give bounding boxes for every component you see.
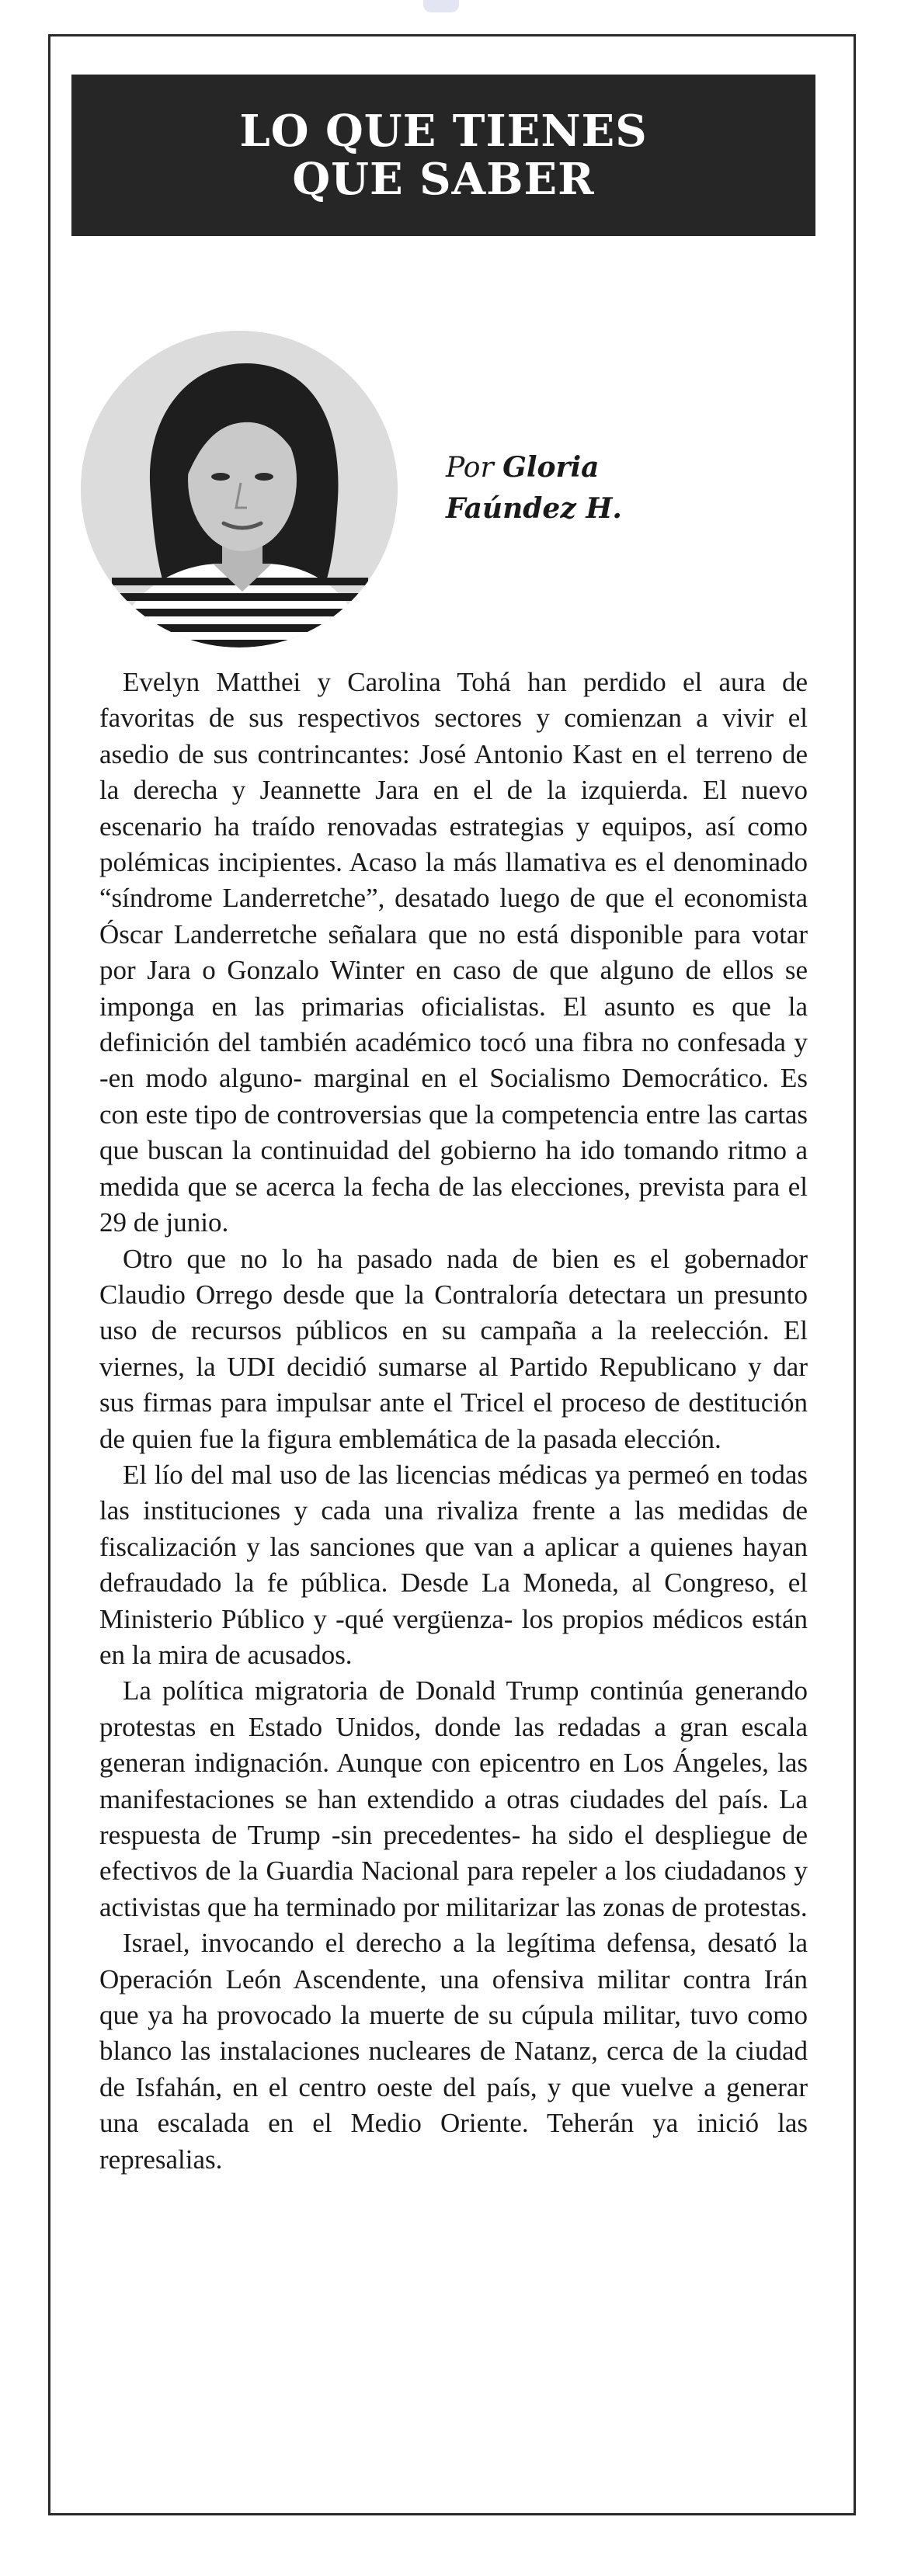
byline-prefix: Por (446, 452, 494, 484)
author-photo (81, 331, 398, 647)
byline-author: Gloria Faúndez H. (446, 451, 622, 525)
byline (446, 447, 710, 529)
top-edge-mark (423, 0, 459, 12)
author-photo-illustration (81, 331, 398, 647)
section-title: LO QUE TIENES QUE SABER (239, 106, 648, 205)
article-paragraph: El lío del mal uso de las licencias médicas ya permeó en todas las instituciones y cada una rivaliza frente a las medidas de fiscalización y las sanciones que van a aplicar a quienes hayan defraudado la fe pública. Desde La Moneda, al Congreso, el Ministerio Público y -qué vergüenza- los propios médicos están en la mira de acusados. (99, 1459, 808, 1670)
article-body (99, 665, 808, 2178)
article-paragraph: La política migratoria de Donald Trump continúa generando protestas en Estado Unidos, donde las redadas a gran escala generan indignación. Aunque con epicentro en Los Ángeles, las manifestaciones se han extendido a otras ciudades del país. La respuesta de Trump -sin precedentes- ha sido el despliegue de efectivos de la Guardia Nacional para repeler a los ciudadanos y activistas que ha terminado por militarizar las zonas de protestas. (99, 1675, 808, 1922)
article-paragraph: Otro que no lo ha pasado nada de bien es el gobernador Claudio Orrego desde que la Contraloría detectara un presunto uso de recursos públicos en su campaña a la reelección. El viernes, la UDI decidió sumarse al Partido Republicano y dar sus firmas para impulsar ante el Tricel el proceso de destitución de quien fue la figura emblemática de la pasada elección. (99, 1243, 808, 1454)
section-banner (71, 75, 815, 236)
article-paragraph: Israel, invocando el derecho a la legítima defensa, desató la Operación León Ascendente, una ofensiva militar contra Irán que ya ha provocado la muerte de su cúpula militar, tuvo como blanco las instalaciones nucleares de Natanz, cerca de la ciudad de Isfahán, en el centro oeste del país, y que vuelve a generar una escalada en el Medio Oriente. Teherán ya inició las represalias. (99, 1928, 808, 2175)
article-paragraph: Evelyn Matthei y Carolina Tohá han perdido el aura de favoritas de sus respectivos sectores y comienzan a vivir el asedio de sus contrincantes: José Antonio Kast en el terreno de la derecha y Jeannette Jara en el de la izquierda. El nuevo escenario ha traído renovadas estrategias y equipos, así como polémicas incipientes. Acaso la más llamativa es el denominado “síndrome Landerretche”, desatado luego de que el economista Óscar Landerretche señalara que no está disponible para votar por Jara o Gonzalo Winter en caso de que alguno de ellos se imponga en las primarias oficialistas. El asunto es que la definición del también académico tocó una fibra no confesada y -en modo alguno- marginal en el Socialismo Democrático. Es con este tipo de controversias que la competencia entre las cartas que buscan la continuidad del gobierno ha ido tomando ritmo a medida que se acerca la fecha de las elecciones, prevista para el 29 de junio. (99, 667, 808, 1238)
